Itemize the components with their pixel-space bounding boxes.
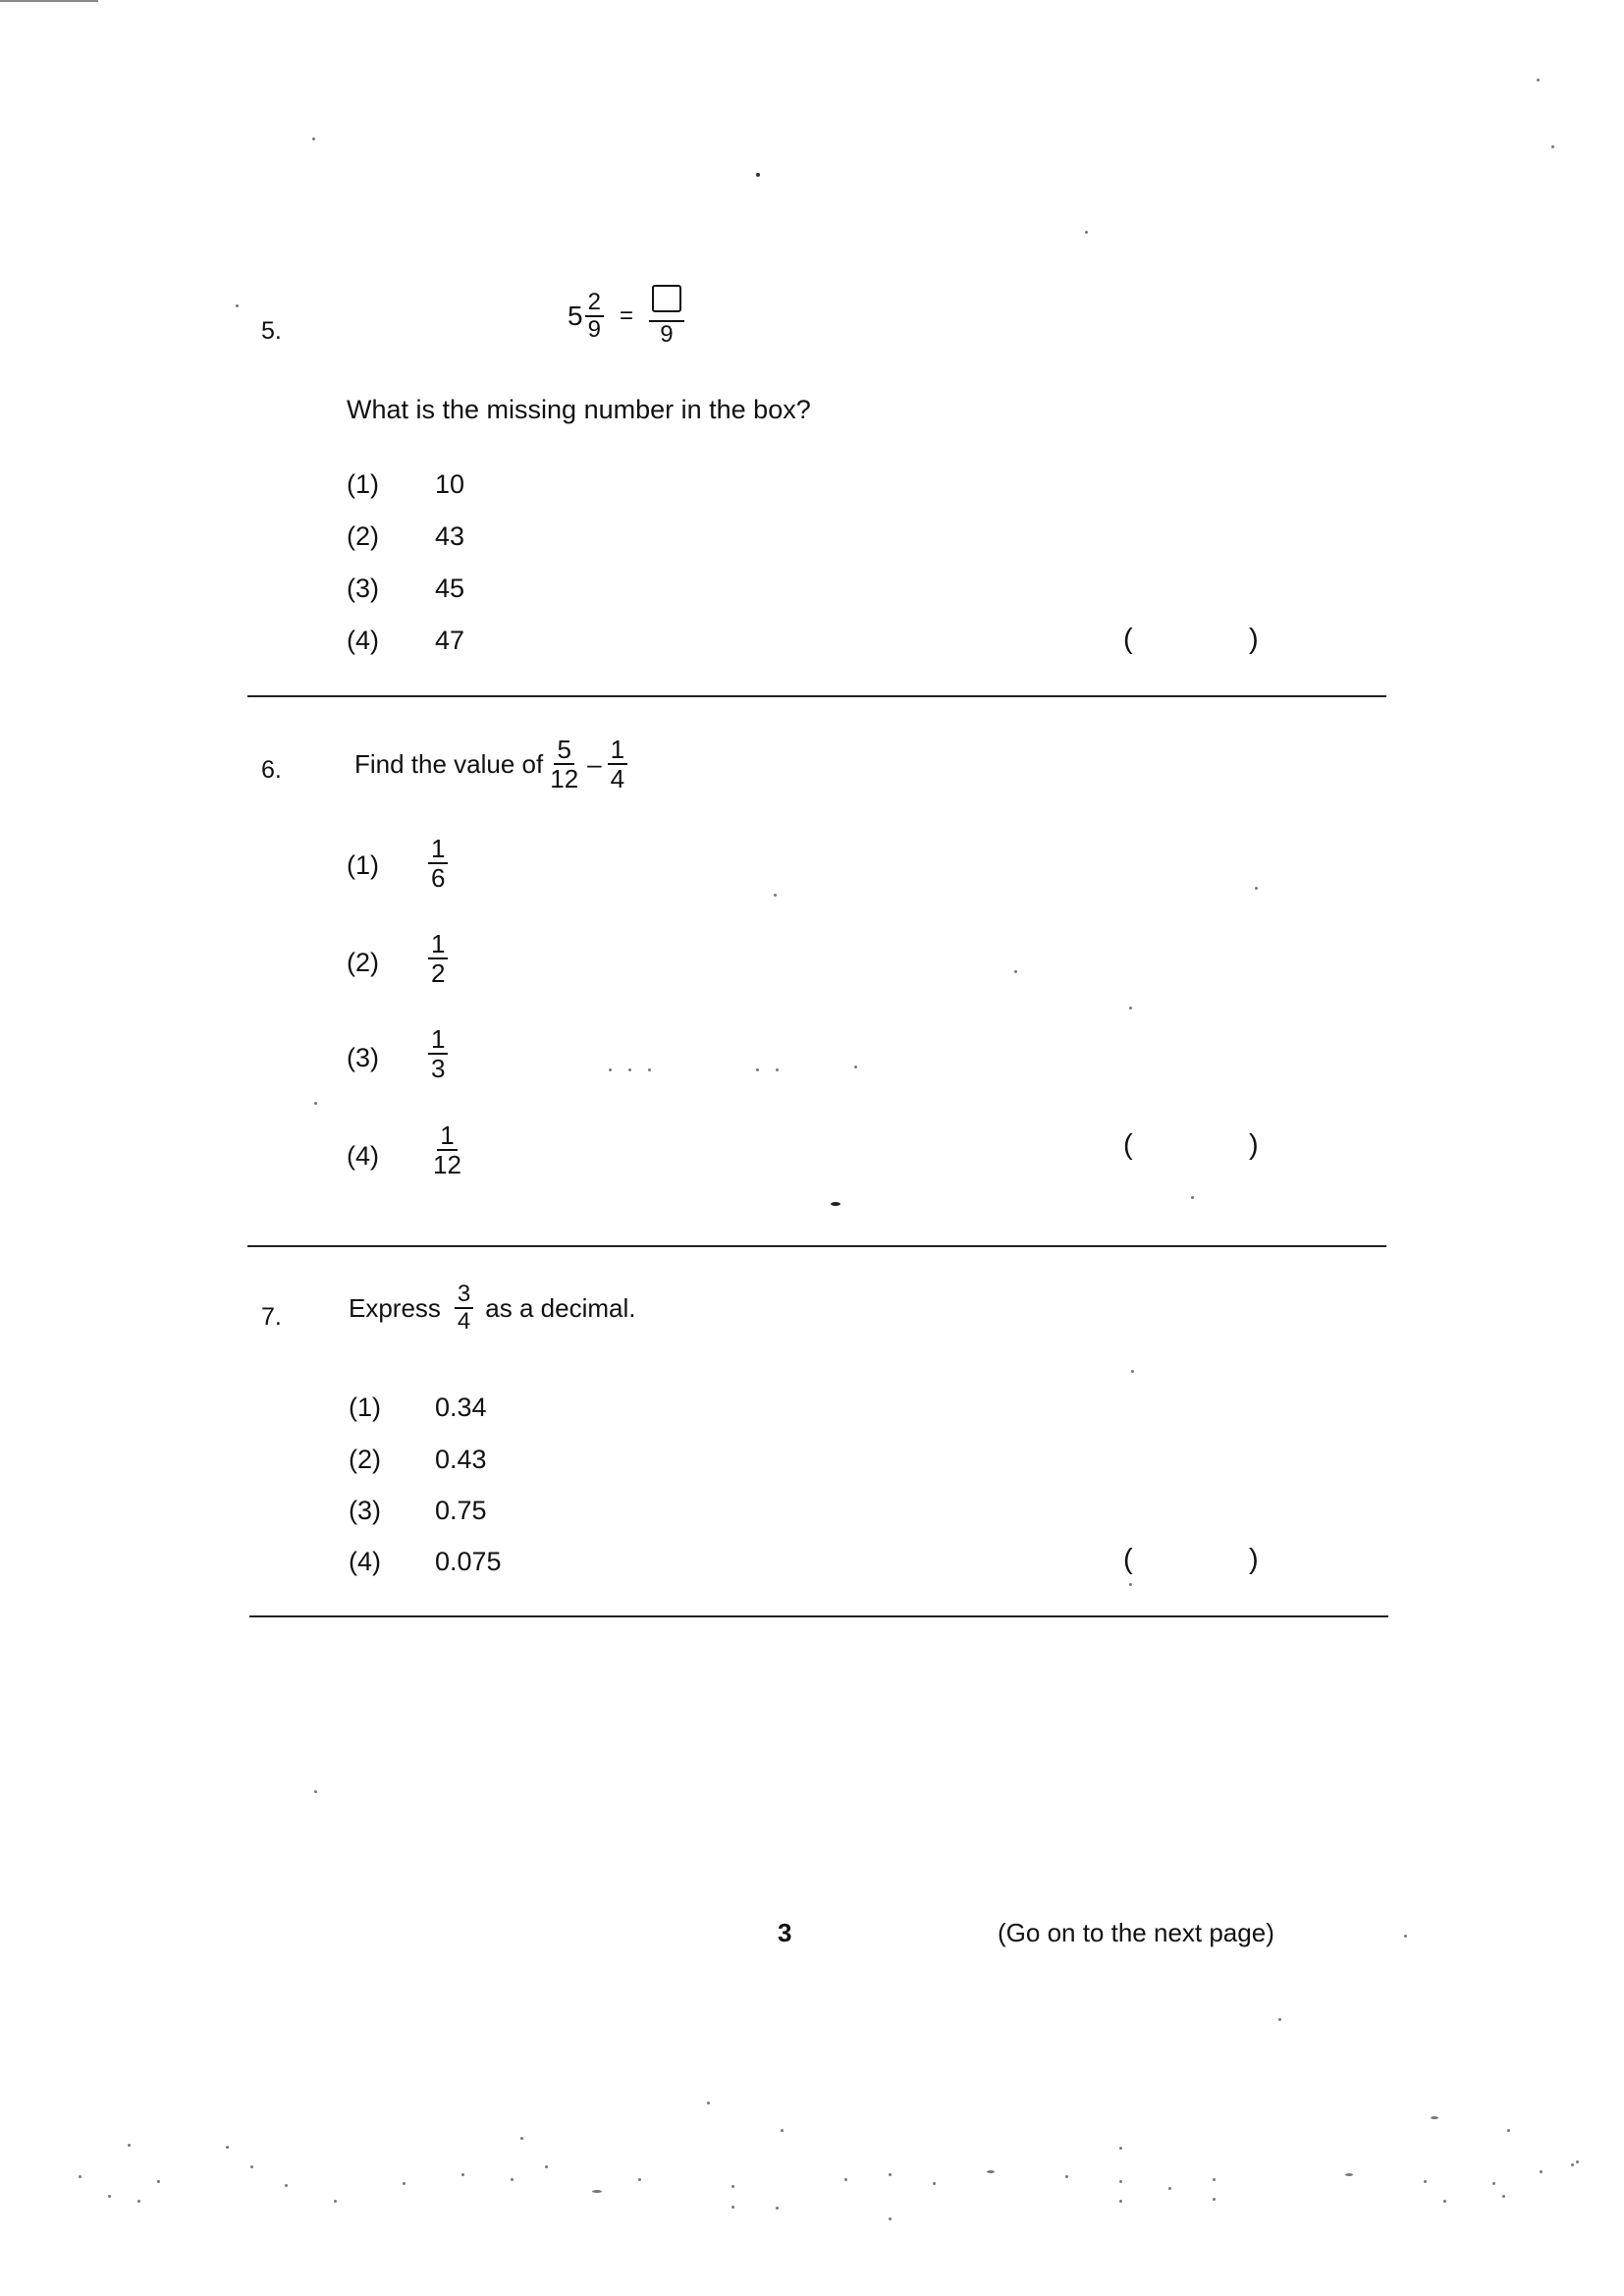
question-prompt: What is the missing number in the box? xyxy=(347,395,811,424)
expression-fraction-b xyxy=(608,737,627,792)
answer-bracket-close: ) xyxy=(1249,624,1259,655)
option-label[interactable]: (4) xyxy=(349,1547,381,1576)
prompt-fraction xyxy=(455,1283,473,1334)
fraction-numerator: 1 xyxy=(428,1026,448,1055)
fraction-denominator: 12 xyxy=(433,1150,461,1179)
option-label[interactable]: (2) xyxy=(347,521,379,551)
fraction-denominator: 4 xyxy=(457,1308,471,1335)
option-label[interactable]: (3) xyxy=(349,1496,381,1525)
option-label[interactable]: (1) xyxy=(349,1393,381,1422)
equals-sign: = xyxy=(619,301,633,329)
answer-bracket-close: ) xyxy=(1249,1129,1259,1161)
answer-bracket-open: ( xyxy=(1123,1129,1133,1161)
option-value[interactable] xyxy=(426,931,450,986)
fraction-denominator: 2 xyxy=(431,958,446,988)
option-label[interactable]: (2) xyxy=(349,1445,381,1474)
option-value[interactable] xyxy=(426,1026,450,1081)
question-number: 6. xyxy=(261,756,282,784)
option-label[interactable]: (4) xyxy=(347,1141,379,1171)
expression-fraction-a xyxy=(547,737,581,792)
question-equation xyxy=(568,285,686,347)
answer-blank-box[interactable] xyxy=(649,285,684,322)
option-label[interactable]: (2) xyxy=(347,948,379,977)
minus-sign: – xyxy=(587,748,602,779)
answer-bracket-open: ( xyxy=(1123,624,1133,655)
page-number: 3 xyxy=(778,1918,792,1947)
option-value[interactable]: 43 xyxy=(435,521,465,551)
option-value[interactable] xyxy=(428,1122,466,1177)
fraction-denominator: 9 xyxy=(660,321,674,348)
option-value[interactable]: 10 xyxy=(435,469,465,499)
option-value[interactable] xyxy=(426,836,450,891)
question-prompt-row xyxy=(354,737,629,792)
fraction-denominator: 12 xyxy=(550,764,579,793)
fraction-numerator: 1 xyxy=(608,737,627,765)
fraction-numerator: 2 xyxy=(585,291,604,317)
mixed-number-fraction xyxy=(585,288,604,343)
mixed-number-whole: 5 xyxy=(568,300,583,331)
option-value[interactable]: 0.075 xyxy=(435,1547,502,1576)
fraction-numerator: 1 xyxy=(428,931,448,959)
answer-bracket-open: ( xyxy=(1123,1544,1133,1575)
option-label[interactable]: (1) xyxy=(347,469,379,499)
fraction-numerator: 1 xyxy=(428,836,448,864)
fraction-numerator: 1 xyxy=(437,1122,457,1151)
option-value[interactable]: 0.43 xyxy=(435,1445,487,1474)
fraction-denominator: 9 xyxy=(587,315,601,343)
fraction-numerator: 3 xyxy=(455,1283,473,1309)
footer-note: (Go on to the next page) xyxy=(998,1918,1274,1947)
section-divider xyxy=(249,1615,1388,1617)
option-value[interactable]: 0.75 xyxy=(435,1496,487,1525)
unknown-fraction xyxy=(649,285,684,347)
question-prompt-before: Express xyxy=(349,1292,441,1323)
answer-space[interactable] xyxy=(1149,619,1247,658)
question-number: 7. xyxy=(261,1303,282,1331)
option-label[interactable]: (3) xyxy=(347,1043,379,1072)
option-value[interactable]: 0.34 xyxy=(435,1393,487,1422)
option-value[interactable]: 47 xyxy=(435,626,465,655)
answer-space[interactable] xyxy=(1149,1539,1247,1578)
section-divider xyxy=(247,695,1386,697)
answer-space[interactable] xyxy=(1149,1124,1247,1164)
option-label[interactable]: (3) xyxy=(347,574,379,603)
option-label[interactable]: (1) xyxy=(347,850,379,880)
fraction-denominator: 3 xyxy=(431,1054,446,1083)
question-number: 5. xyxy=(261,317,282,345)
section-divider xyxy=(247,1245,1386,1247)
question-prompt: Find the value of xyxy=(354,748,544,779)
fraction-denominator: 4 xyxy=(610,764,625,793)
fraction-numerator: 5 xyxy=(554,737,573,765)
fraction-denominator: 6 xyxy=(431,863,446,893)
answer-bracket-close: ) xyxy=(1249,1544,1259,1575)
option-label[interactable]: (4) xyxy=(347,626,379,655)
question-prompt-after: as a decimal. xyxy=(485,1292,636,1323)
option-value[interactable]: 45 xyxy=(435,574,465,603)
question-prompt-row xyxy=(349,1283,635,1334)
